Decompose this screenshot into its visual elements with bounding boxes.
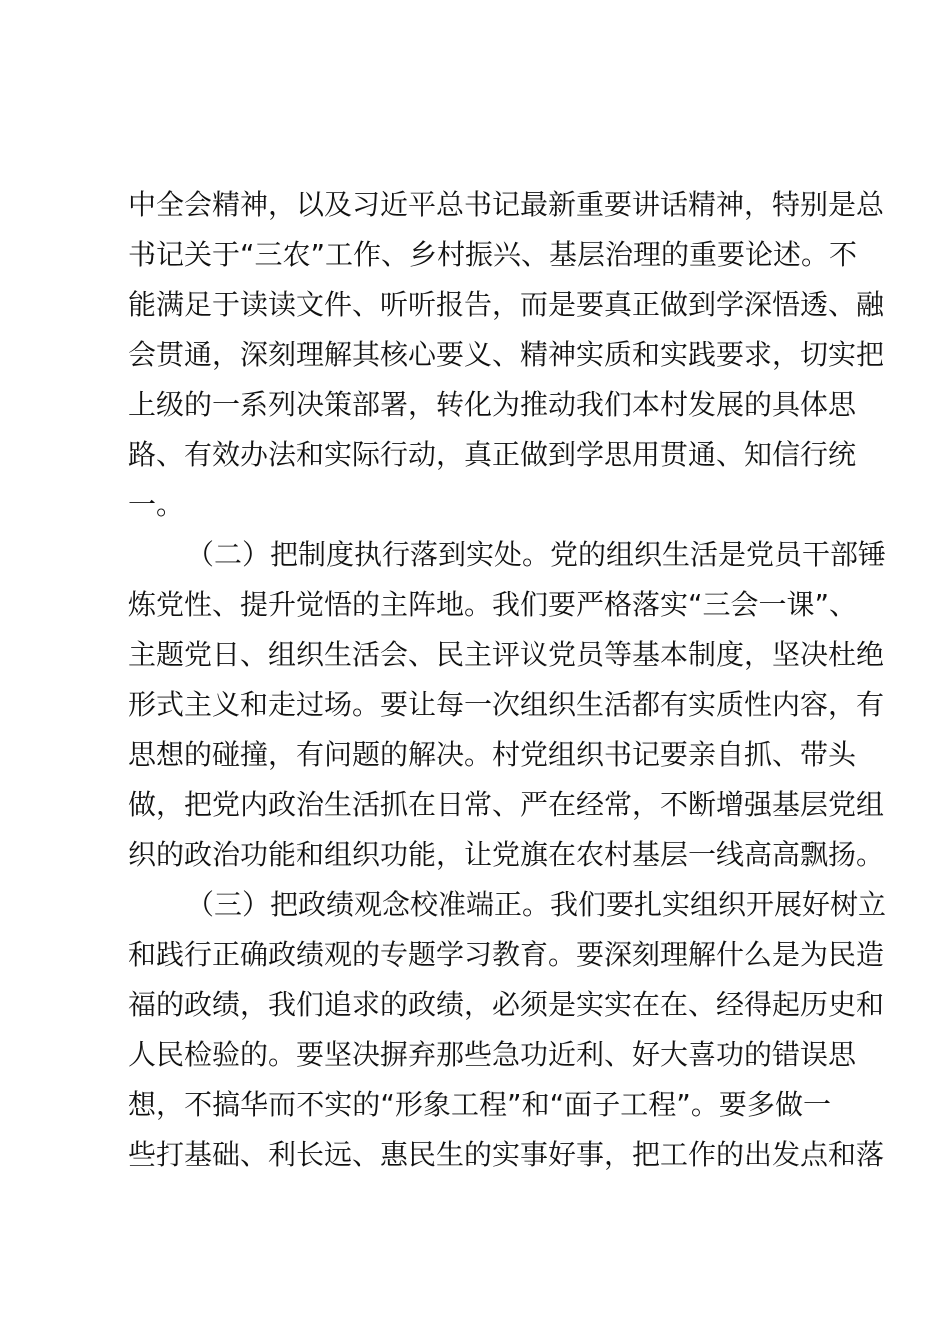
document-page [128, 180, 887, 1180]
text-line: 炼党性、提升觉悟的主阵地。我们要严格落实“三会一课”、 [128, 588, 858, 621]
paragraph-continued [128, 180, 885, 530]
text-line: 主题党日、组织生活会、民主评议党员等基本制度，坚决杜绝 [128, 638, 885, 671]
text-line: 路、有效办法和实际行动，真正做到学思用贯通、知信行统 [128, 438, 857, 471]
text-line: 人民检验的。要坚决摒弃那些急功近利、好大喜功的错误思 [128, 1038, 857, 1071]
text-line: 些打基础、利长远、惠民生的实事好事，把工作的出发点和落 [128, 1138, 885, 1171]
paragraph-section-three [128, 880, 887, 1180]
text-line: 福的政绩，我们追求的政绩，必须是实实在在、经得起历史和 [128, 988, 885, 1021]
text-line: 和践行正确政绩观的专题学习教育。要深刻理解什么是为民造 [128, 938, 885, 971]
text-line: 中全会精神，以及习近平总书记最新重要讲话精神，特别是总 [128, 188, 885, 221]
text-line: 织的政治功能和组织功能，让党旗在农村基层一线高高飘扬。 [128, 838, 885, 871]
text-line: 想，不搞华而不实的“形象工程”和“面子工程”。要多做一 [128, 1088, 831, 1121]
text-line: 上级的一系列决策部署，转化为推动我们本村发展的具体思 [128, 388, 857, 421]
text-line: 会贯通，深刻理解其核心要义、精神实质和实践要求，切实把 [128, 338, 885, 371]
text-line: 能满足于读读文件、听听报告，而是要真正做到学深悟透、融 [128, 288, 885, 321]
text-line: 书记关于“三农”工作、乡村振兴、基层治理的重要论述。不 [128, 238, 858, 271]
text-line: 形式主义和走过场。要让每一次组织生活都有实质性内容，有 [128, 688, 885, 721]
text-line: 一。 [128, 488, 185, 521]
text-line: 做，把党内政治生活抓在日常、严在经常，不断增强基层党组 [128, 788, 885, 821]
text-line: 思想的碰撞，有问题的解决。村党组织书记要亲自抓、带头 [128, 738, 857, 771]
section-heading-line: （三）把政绩观念校准端正。我们要扎实组织开展好树立 [186, 888, 887, 921]
paragraph-section-two [128, 530, 887, 880]
section-heading-line: （二）把制度执行落到实处。党的组织生活是党员干部锤 [186, 538, 887, 571]
